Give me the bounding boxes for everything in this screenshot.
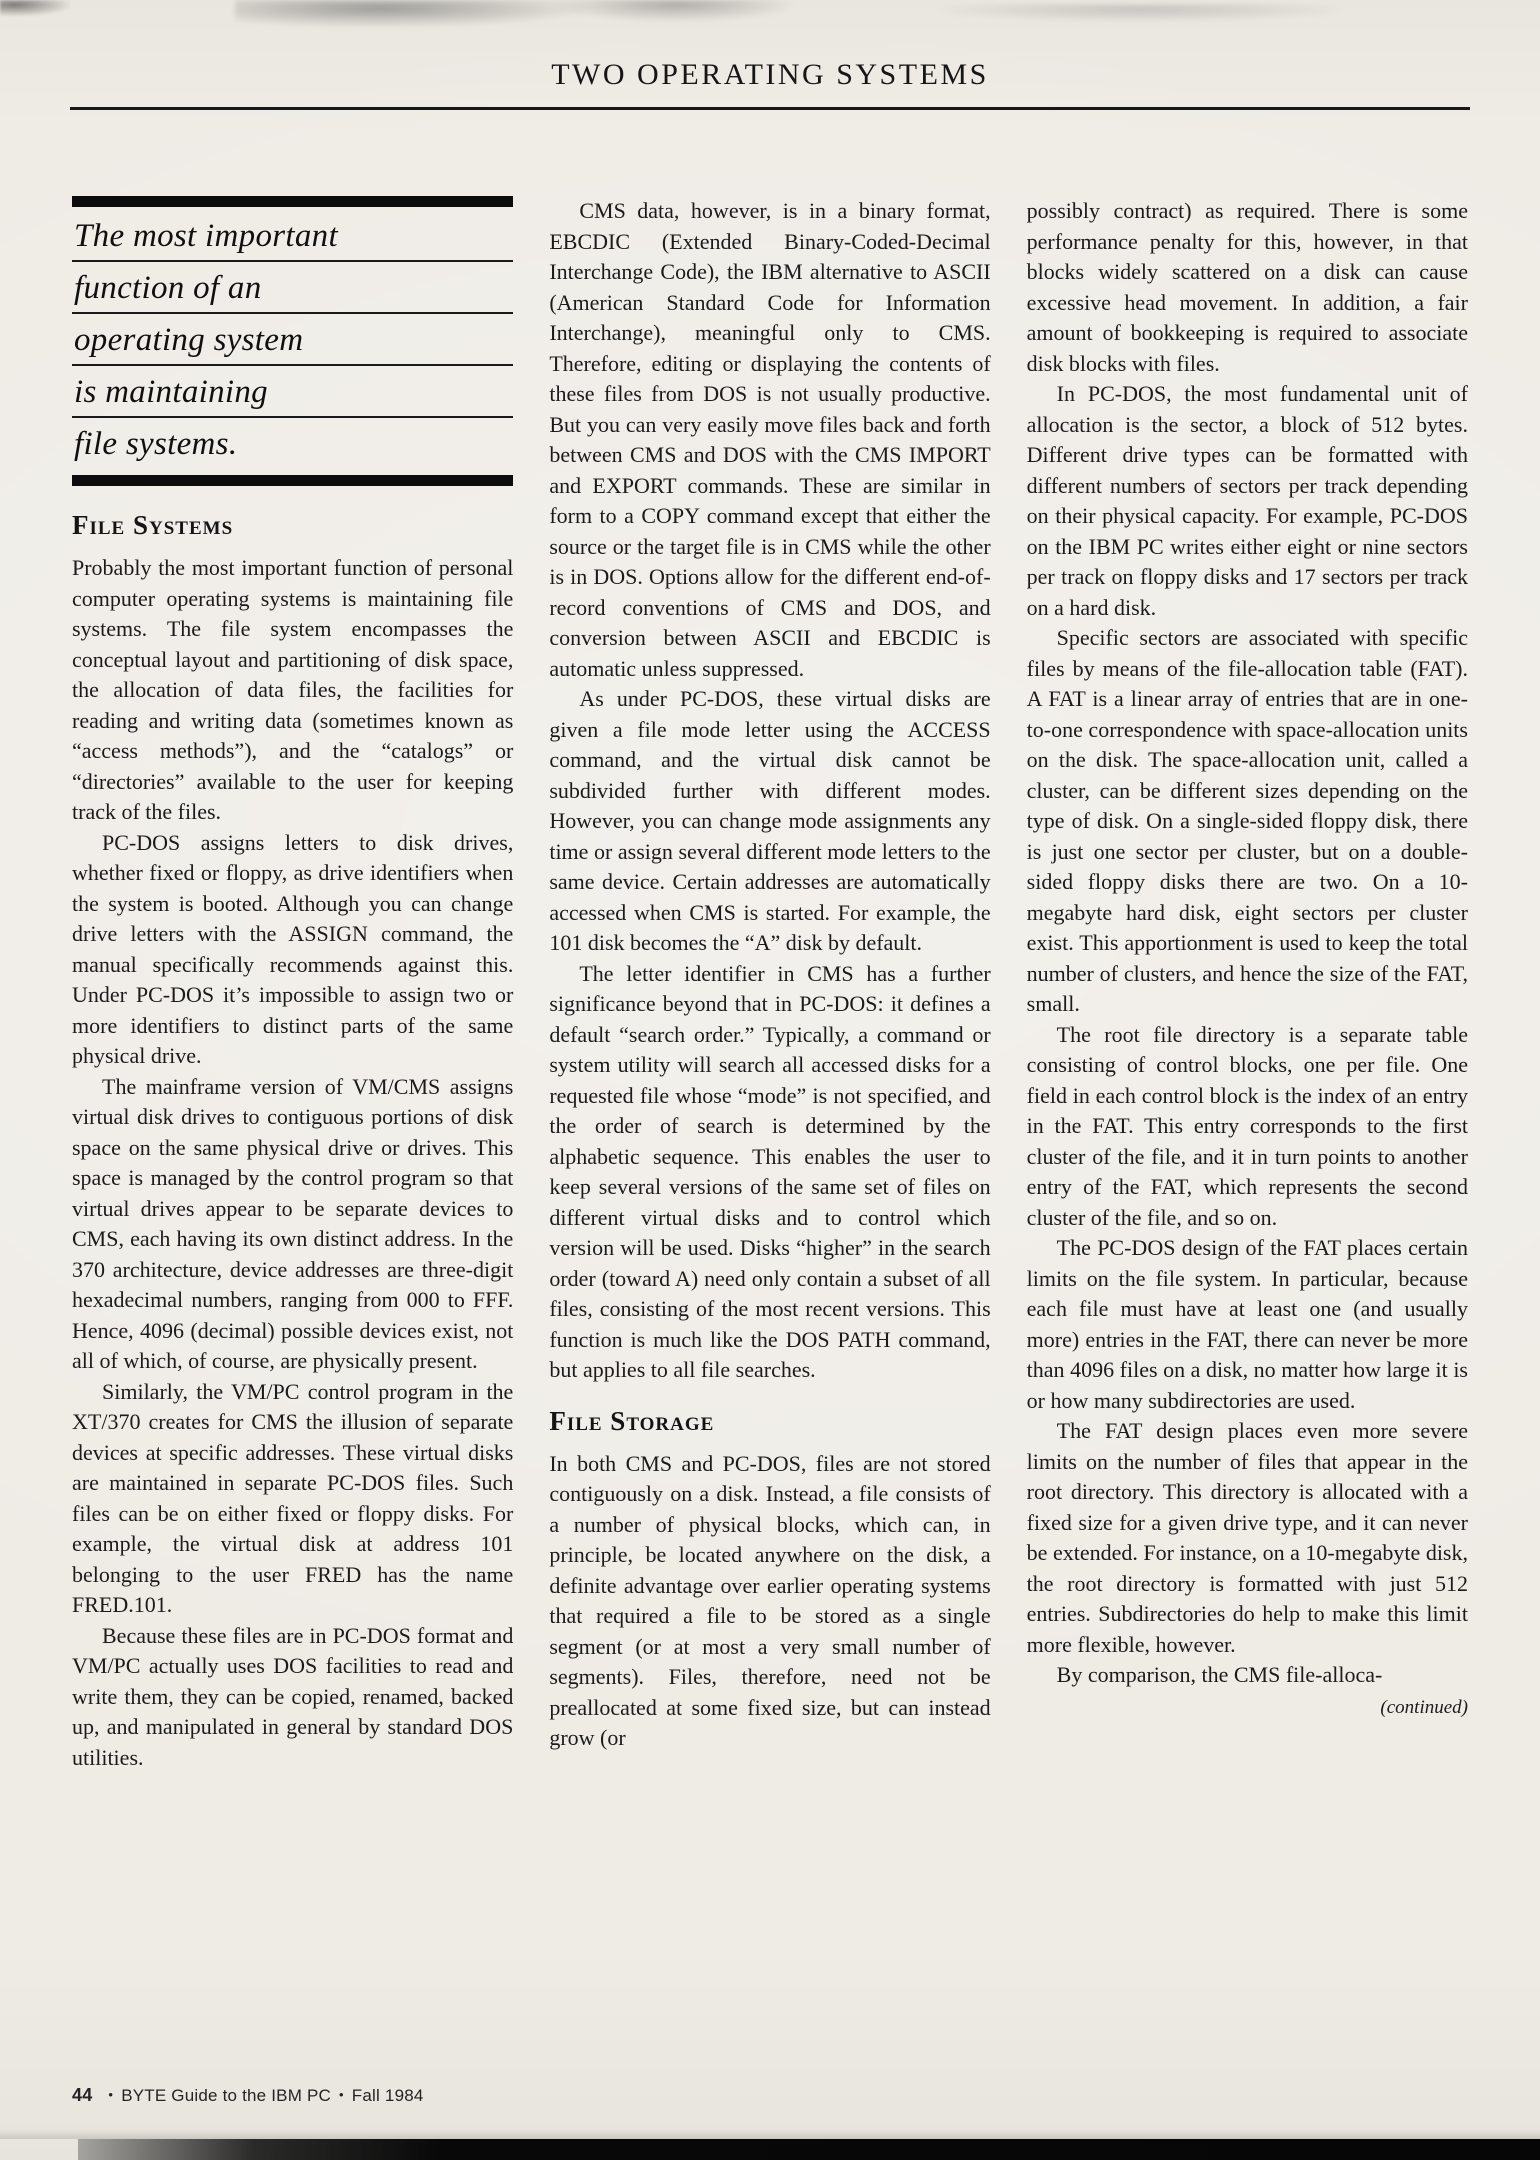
pull-quote-line: is maintaining — [72, 366, 513, 418]
column-1 — [72, 196, 513, 2036]
body-paragraph: The letter identifier in CMS has a further significance beyond that in PC-DOS: it defines a default “search order.” Typically, a command or system utility will search all accessed disks for a requested file whose “mode” is not specified, and the order of search is determined by the alphabetic sequence. This enables the user to keep several versions of the same set of files on different virtual disks and to control which version will be used. Disks “higher” in the search order (toward A) need only contain a subset of all files, consisting of the most recent versions. This function is much like the DOS PATH command, but applies to all file searches. — [549, 960, 991, 1382]
body-paragraph: As under PC-DOS, these virtual disks are given a file mode letter using the ACCESS command, and the virtual disk cannot be subdivided further with different modes. However, you can change mode assignments any time or assign several different mode letters to the same device. Certain addresses are automatically accessed when CMS is started. For example, the 101 disk becomes the “A” disk by default. — [549, 686, 991, 955]
bullet-separator: • — [339, 2087, 344, 2102]
page-number: 44 — [72, 2085, 93, 2105]
body-paragraph: PC-DOS assigns letters to disk drives, whether fixed or floppy, as drive identifiers when the system is booted. Although you can change drive letters with the ASSIGN command, the manual specifically recommends against this. Under PC-DOS it’s impossible to assign two or more identifiers to distinct parts of the same physical drive. — [72, 829, 514, 1068]
pull-quote-line: file systems. — [74, 426, 238, 462]
article-title: TWO OPERATING SYSTEMS — [551, 58, 989, 91]
column-3 — [1027, 196, 1468, 2036]
body-paragraph: In PC-DOS, the most fundamental unit of allocation is the sector, a block of 512 bytes. Different drive types can be formatted with different numbers of sectors per track depending on their physical capacity. For example, PC-DOS on the IBM PC writes either eight or nine sectors per track on floppy disks and 17 sectors per track on a hard disk. — [1026, 381, 1468, 620]
section-heading-file-systems: File Systems — [72, 510, 234, 540]
body-paragraph: The root file directory is a separate table consisting of control blocks, one per file. One field in each control block is the index of an entry in the FAT. This entry corresponds to the first cluster of the file, and it in turn points to another entry of the FAT, which represents the second cluster of the file, and so on. — [1026, 1021, 1468, 1230]
pull-quote-line: The most important — [72, 210, 513, 262]
body-paragraph: The FAT design places even more severe limits on the number of files that appear in the root directory. This directory is allocated with a fixed size for a given drive type, and it can never be extended. For instance, on a 10-megabyte disk, the root directory is formatted with just 512 entries. Subdirectories do help to make this limit more flexible, however. — [1026, 1418, 1468, 1657]
body-paragraph: Because these files are in PC-DOS format and VM/PC actually uses DOS facilities to read and write them, they can be copied, renamed, backed up, and manipulated in general by standard DOS utilities. — [72, 1622, 514, 1770]
body-paragraph: The PC-DOS design of the FAT places certain limits on the file system. In particular, because each file must have at least one (and usually more) entries in the FAT, there can never be more than 4096 files on a disk, no matter how large it is or how many subdirectories are used. — [1026, 1235, 1468, 1413]
body-paragraph: CMS data, however, is in a binary format, EBCDIC (Extended Binary-Coded-Decimal Interchange Code), the IBM alternative to ASCII (American Standard Code for Information Interchange), meaningful only to CMS. Therefore, editing or displaying the contents of these files from DOS is not usually productive. But you can very easily move files back and forth between CMS and DOS with the CMS IMPORT and EXPORT commands. These are similar in form to a COPY command except that either the source or the target file is in CMS while the other is in DOS. Options allow for the different end-of-record conventions of CMS and DOS, and conversion between ASCII and EBCDIC is automatic unless suppressed. — [549, 198, 991, 681]
body-paragraph: By comparison, the CMS file-alloca- — [1056, 1662, 1383, 1687]
header-rule — [70, 107, 1470, 110]
page-footer — [72, 2085, 424, 2106]
issue-label: Fall 1984 — [351, 2086, 424, 2105]
pull-quote — [72, 196, 513, 486]
body-paragraph: possibly contract) as required. There is some performance penalty for this, however, in that blocks widely scattered on a disk can cause excessive head movement. In addition, a fair amount of bookkeeping is required to associate disk blocks with files. — [1026, 198, 1468, 376]
bullet-separator: • — [108, 2087, 114, 2102]
continued-label: (continued) — [1380, 1696, 1468, 1718]
body-paragraph: In both CMS and PC-DOS, files are not stored contiguously on a disk. Instead, a file consists of a number of physical blocks, which can, in principle, be located anywhere on the disk, a definite advantage over earlier operating systems that required a file to be stored as a single segment (or at most a very small number of segments). Files, therefore, need not be preallocated at some fixed size, but can instead grow (or — [549, 1450, 991, 1750]
pull-quote-line: function of an — [72, 262, 513, 314]
article-body — [0, 196, 1540, 2036]
column-2 — [549, 196, 990, 2036]
body-paragraph: Probably the most important function of personal computer operating systems is maintaining file systems. The file system encompasses the conceptual layout and partitioning of disk space, the allocation of data files, the facilities for reading and writing data (sometimes known as “access methods”), and the “catalogs” or “directories” available to the user for keeping track of the files. — [72, 555, 514, 824]
body-paragraph: Specific sectors are associated with specific files by means of the file-allocation table (FAT). A FAT is a linear array of entries that are in one-to-one correspondence with space-allocation units on the disk. The space-allocation unit, called a cluster, can be different sizes depending on the type of disk. On a single-sided floppy disk, there is just one sector per cluster, but on a double-sided floppy disks there are two. On a 10-megabyte hard disk, eight sectors per cluster exist. This apportionment is used to keep the total number of clusters, and hence the size of the FAT, small. — [1026, 625, 1468, 1016]
pull-quote-line: operating system — [72, 314, 513, 366]
body-paragraph: Similarly, the VM/PC control program in the XT/370 creates for CMS the illusion of separate devices at specific addresses. These virtual disks are maintained in separate PC-DOS files. Such files can be on either fixed or floppy disks. For example, the virtual disk at address 101 belonging to the user FRED has the name FRED.101. — [72, 1378, 514, 1617]
running-head — [0, 0, 1540, 110]
scan-black-bar — [78, 2139, 1540, 2160]
publication-name: BYTE Guide to the IBM PC — [121, 2086, 332, 2105]
section-heading-file-storage: File Storage — [549, 1405, 715, 1436]
page-edge-shadow — [0, 2129, 1540, 2139]
body-paragraph: The mainframe version of VM/CMS assigns virtual disk drives to contiguous portions of disk space on the same physical drive or drives. This space is managed by the control program so that virtual drives appear to be separate devices to CMS, each having its own distinct address. In the 370 architecture, device addresses are three-digit hexadecimal numbers, ranging from 000 to FFF. Hence, 4096 (decimal) possible devices exist, not all of which, of course, are physically present. — [72, 1073, 514, 1373]
